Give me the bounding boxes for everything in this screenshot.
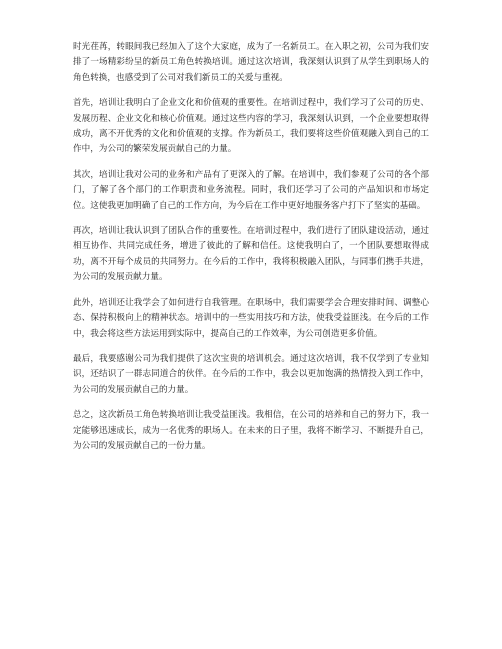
paragraph-teamwork: 再次，培训让我认识到了团队合作的重要性。在培训过程中，我们进行了团队建设活动，通过相互协作、共同完成任务，增进了彼此的了解和信任。这使我明白了，一个团队要想取得成功，离不开每个成员的共同努力。在今后的工作中，我将积极融入团队，与同事们携手共进，为公司的发展贡献力量。	[73, 226, 429, 283]
paragraph-culture: 首先，培训让我明白了企业文化和价值观的重要性。在培训过程中，我们学习了公司的历史、发展历程、企业文化和核心价值观。通过这些内容的学习，我深刻认识到，一个企业要想取得成功，离不开优秀的文化和价值观的支撑。作为新员工，我们要将这些价值观融入到自己的工作中，为公司的繁荣发展贡献自己的力量。	[73, 98, 429, 155]
document-body	[73, 40, 429, 464]
paragraph-intro: 时光荏苒，转眼间我已经加入了这个大家庭，成为了一名新员工。在入职之初，公司为我们安排了一场精彩纷呈的新员工角色转换培训。通过这次培训，我深刻认识到了从学生到职场人的角色转换，也感受到了公司对我们新员工的关爱与重视。	[73, 42, 429, 83]
paragraph-conclusion: 总之，这次新员工角色转换培训让我受益匪浅。我相信，在公司的培养和自己的努力下，我一定能够迅速成长，成为一名优秀的职场人。在未来的日子里，我将不断学习、不断提升自己，为公司的发展贡献自己的一份力量。	[73, 410, 429, 451]
paragraph-business: 其次，培训让我对公司的业务和产品有了更深入的了解。在培训中，我们参观了公司的各个部门，了解了各个部门的工作职责和业务流程。同时，我们还学习了公司的产品知识和市场定位。这使我更加明确了自己的工作方向，为今后在工作中更好地服务客户打下了坚实的基础。	[73, 169, 429, 211]
paragraph-self-management: 此外，培训还让我学会了如何进行自我管理。在职场中，我们需要学会合理安排时间、调整心态、保持积极向上的精神状态。培训中的一些实用技巧和方法，使我受益匪浅。在今后的工作中，我会将这些方法运用到实际中，提高自己的工作效率，为公司创造更多价值。	[73, 297, 429, 339]
paragraph-thanks: 最后，我要感谢公司为我们提供了这次宝贵的培训机会。通过这次培训，我不仅学到了专业知识，还结识了一群志同道合的伙伴。在今后的工作中，我会以更加饱满的热情投入到工作中，为公司的发展贡献自己的力量。	[73, 353, 429, 395]
